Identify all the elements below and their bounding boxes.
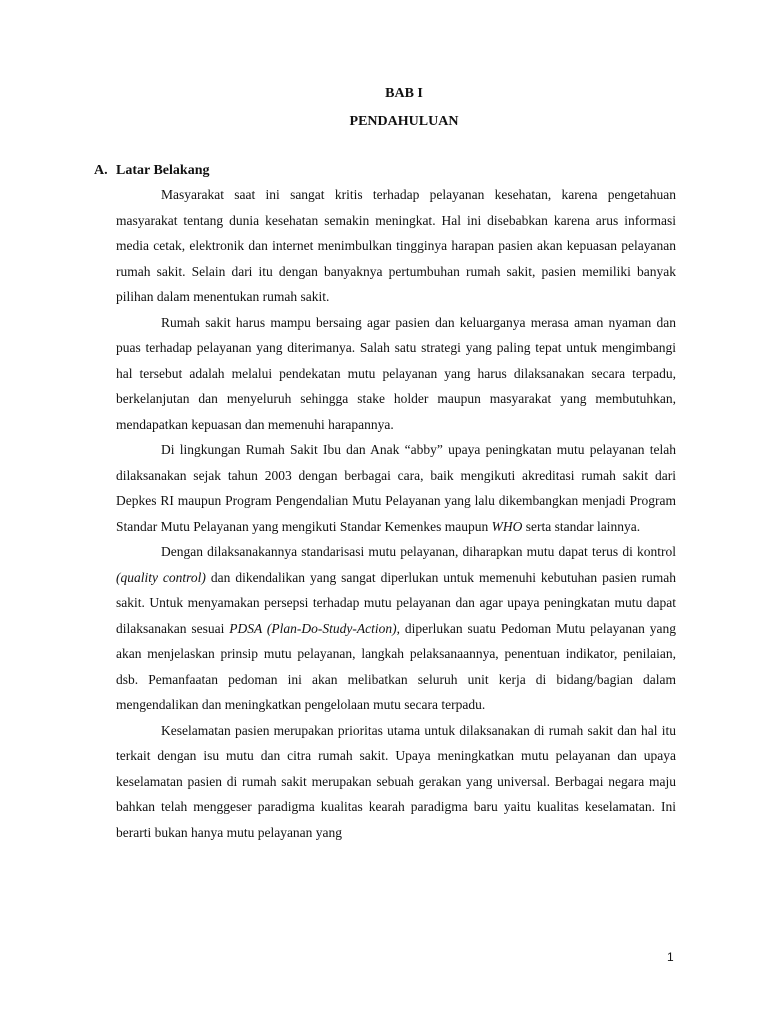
chapter-number: BAB I [385, 86, 423, 101]
paragraph-text: Dengan dilaksanakannya standarisasi mutu pelayanan, diharapkan mutu dapat terus di kontrol [161, 544, 676, 559]
paragraph [116, 310, 676, 438]
paragraph-text: Rumah sakit harus mampu bersaing agar pasien dan keluarganya merasa aman nyaman dan puas terhadap pelayanan yang diterimanya. Salah satu strategi yang paling tepat untuk mengimbangi hal tersebut adalah melalui pendekatan mutu pelayanan yang harus dilaksanakan secara terpadu, berkelanjutan dan menyeluruh sehingga stake holder maupun masyarakat yang membutuhkan, mendapatkan kepuasan dan memenuhi harapannya. [116, 314, 676, 432]
italic-term: (quality control) [116, 569, 206, 585]
paragraph [116, 718, 676, 846]
paragraph-text: serta standar lainnya. [522, 518, 641, 534]
paragraph [116, 539, 676, 718]
paragraph [116, 437, 676, 539]
paragraph-text: , diperlukan suatu Pedoman Mutu pelayanan yang akan menjelaskan prinsip mutu pelayanan, langkah pelaksanaannya, penentuan indikator, penilaian, dsb. Pemanfaatan pedoman ini akan melibatkan seluruh unit kerja di bidang/bagian dalam mengendalikan dan meningkatkan pengelolaan mutu secara terpadu. [116, 620, 676, 712]
paragraph-text: dan dikendalikan yang sangat diperlukan untuk memenuhi kebutuhan pasien rumah sakit. Untuk menyamakan persepsi terhadap mutu pelayanan dan agar upaya peningkatan mutu dapat dilaksanakan sesuai [116, 569, 676, 636]
italic-term: WHO [491, 518, 523, 534]
body-text [116, 182, 676, 845]
paragraph-text: Di lingkungan Rumah Sakit Ibu dan Anak “abby” upaya peningkatan mutu pelayanan telah dilaksanakan sejak tahun 2003 dengan berbagai cara, baik mengikuti akreditasi rumah sakit dari Depkes RI maupun Program Pengendalian Mutu Pelayanan yang lalu dikembangkan menjadi Program Standar Mutu Pelayanan yang mengikuti Standar Kemenkes maupun [116, 442, 676, 534]
section-title: Latar Belakang [116, 163, 210, 178]
paragraph [116, 182, 676, 310]
chapter-title: PENDAHULUAN [349, 114, 459, 129]
paragraph-text: Masyarakat saat ini sangat kritis terhadap pelayanan kesehatan, karena pengetahuan masyarakat tentang dunia kesehatan semakin meningkat. Hal ini disebabkan karena arus informasi media cetak, elektronik dan internet menimbulkan tingginya harapan pasien akan kepuasan pelayanan rumah sakit. Selain dari itu dengan banyaknya pertumbuhan rumah sakit, pasien memiliki banyak pilihan dalam menentukan rumah sakit. [116, 187, 676, 304]
section-heading [94, 163, 209, 179]
italic-term: PDSA (Plan-Do-Study-Action) [229, 620, 397, 636]
page-number: 1 [667, 950, 674, 964]
section-letter: A. [94, 163, 108, 178]
paragraph-text: Keselamatan pasien merupakan prioritas utama untuk dilaksanakan di rumah sakit dan hal itu terkait dengan isu mutu dan citra rumah sakit. Upaya meningkatkan mutu pelayanan dan upaya keselamatan pasien di rumah sakit merupakan sebuah gerakan yang universal. Berbagai negara maju bahkan telah menggeser paradigma kualitas kearah paradigma baru yaitu kualitas keselamatan. Ini berarti bukan hanya mutu pelayanan yang [116, 722, 676, 840]
